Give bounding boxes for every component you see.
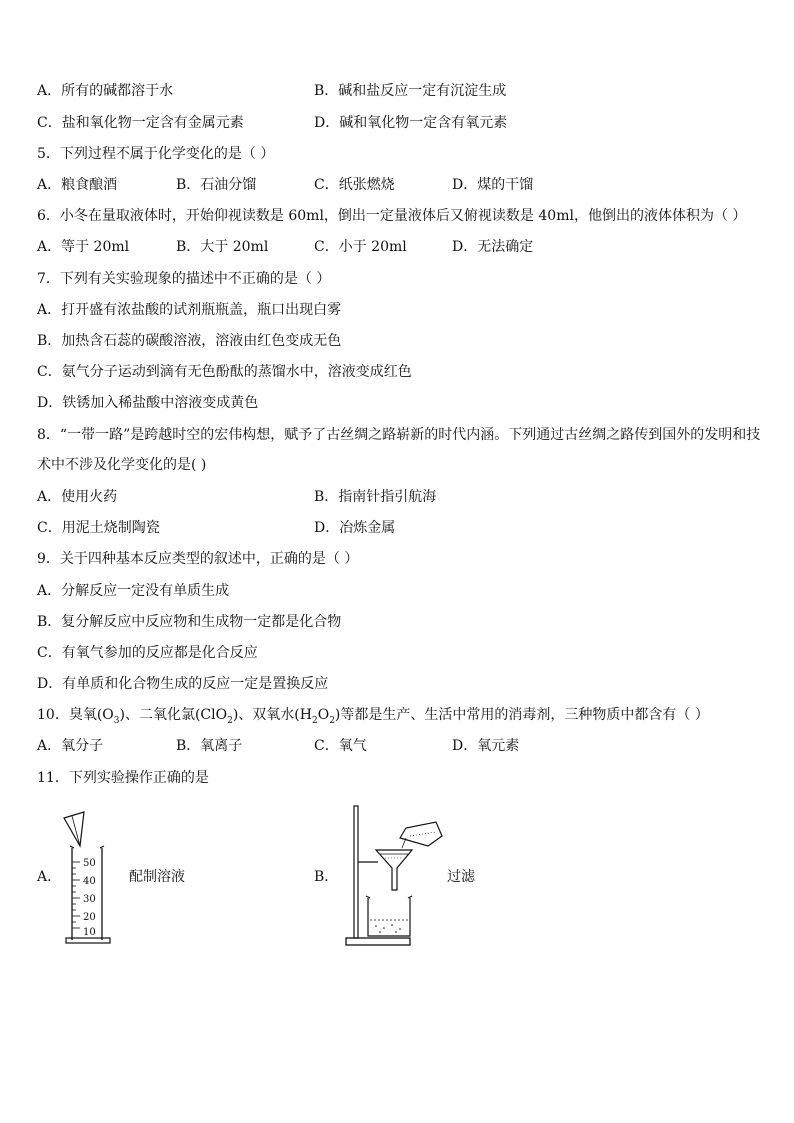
q5-stem: 5．下列过程不属于化学变化的是（ ） <box>37 146 275 162</box>
graduated-cylinder-icon <box>58 810 118 950</box>
q7-option-b: B．加热含石蕊的碳酸溶液，溶液由红色变成无色 <box>37 333 342 349</box>
q10-option-a: A．氧分子 <box>37 738 104 754</box>
q5-option-d: D．煤的干馏 <box>452 177 534 193</box>
cylinder-tick-50: 50 <box>83 858 96 869</box>
q10-option-c: C．氧气 <box>314 738 367 754</box>
q8-stem-line2: 术中不涉及化学变化的是( ) <box>37 457 207 473</box>
q7-option-d: D．铁锈加入稀盐酸中溶液变成黄色 <box>37 395 259 411</box>
q8-option-b: B．指南针指引航海 <box>314 489 437 505</box>
q6-option-c: C．小于 20ml <box>314 239 407 255</box>
q7-option-a: A．打开盛有浓盐酸的试剂瓶瓶盖，瓶口出现白雾 <box>37 302 342 318</box>
q8-stem-line1: 8．“一带一路”是跨越时空的宏伟构想，赋予了古丝绸之路崭新的时代内涵。下列通过古丝绸之路传到国外的发明和技 <box>37 427 761 443</box>
q6-option-a: A．等于 20ml <box>37 239 130 255</box>
q9-stem: 9．关于四种基本反应类型的叙述中，正确的是（ ） <box>37 551 359 567</box>
q10-stem: 10．臭氧$(O_3)$、二氧化氯(ClO$_2$)、双氧水$(H_2O_2)$等都是生产、生活中常用的消毒剂，三种物质中都含有（ ） <box>37 707 709 726</box>
filtration-apparatus-icon <box>340 802 445 950</box>
q11-option-a-caption: 配制溶液 <box>129 869 185 885</box>
cylinder-tick-10: 10 <box>83 927 96 938</box>
q4-option-b: B．碱和盐反应一定有沉淀生成 <box>314 83 507 99</box>
q5-option-c: C．纸张燃烧 <box>314 177 395 193</box>
q9-option-a: A．分解反应一定没有单质生成 <box>37 583 230 599</box>
q10-option-d: D．氧元素 <box>452 738 520 754</box>
q7-option-c: C．氨气分子运动到滴有无色酚酞的蒸馏水中，溶液变成红色 <box>37 364 412 380</box>
q8-option-d: D．冶炼金属 <box>314 520 396 536</box>
q7-stem: 7．下列有关实验现象的描述中不正确的是（ ） <box>37 271 331 287</box>
q10-option-b: B．氧离子 <box>176 738 243 754</box>
q8-option-a: A．使用火药 <box>37 489 118 505</box>
q9-option-d: D．有单质和化合物生成的反应一定是置换反应 <box>37 676 329 692</box>
q11-option-b-caption: 过滤 <box>447 869 475 885</box>
q11-stem: 11．下列实验操作正确的是 <box>37 770 209 786</box>
q4-option-d: D．碱和氧化物一定含有氧元素 <box>314 115 508 131</box>
q6-option-b: B．大于 20ml <box>176 239 269 255</box>
q9-option-c: C．有氧气参加的反应都是化合反应 <box>37 645 258 661</box>
q5-option-b: B．石油分馏 <box>176 177 257 193</box>
cylinder-tick-20: 20 <box>83 912 96 923</box>
q6-option-d: D．无法确定 <box>452 239 534 255</box>
q4-option-a: A．所有的碱都溶于水 <box>37 83 174 99</box>
q11-option-b-letter: B． <box>314 869 339 885</box>
cylinder-tick-40: 40 <box>83 876 96 887</box>
q5-option-a: A．粮食酿酒 <box>37 177 118 193</box>
q9-option-b: B．复分解反应中反应物和生成物一定都是化合物 <box>37 614 342 630</box>
graduated-cylinder-figure <box>58 810 118 950</box>
q11-option-a-letter: A． <box>37 869 62 885</box>
q4-option-c: C．盐和氧化物一定含有金属元素 <box>37 115 244 131</box>
q6-stem: 6．小冬在量取液体时，开始仰视读数是 60ml，倒出一定量液体后又俯视读数是 40ml，他倒出的液体体积为（ ） <box>37 208 747 224</box>
q8-option-c: C．用泥土烧制陶瓷 <box>37 520 160 536</box>
cylinder-tick-30: 30 <box>83 894 96 905</box>
filtration-apparatus-figure <box>340 802 445 950</box>
